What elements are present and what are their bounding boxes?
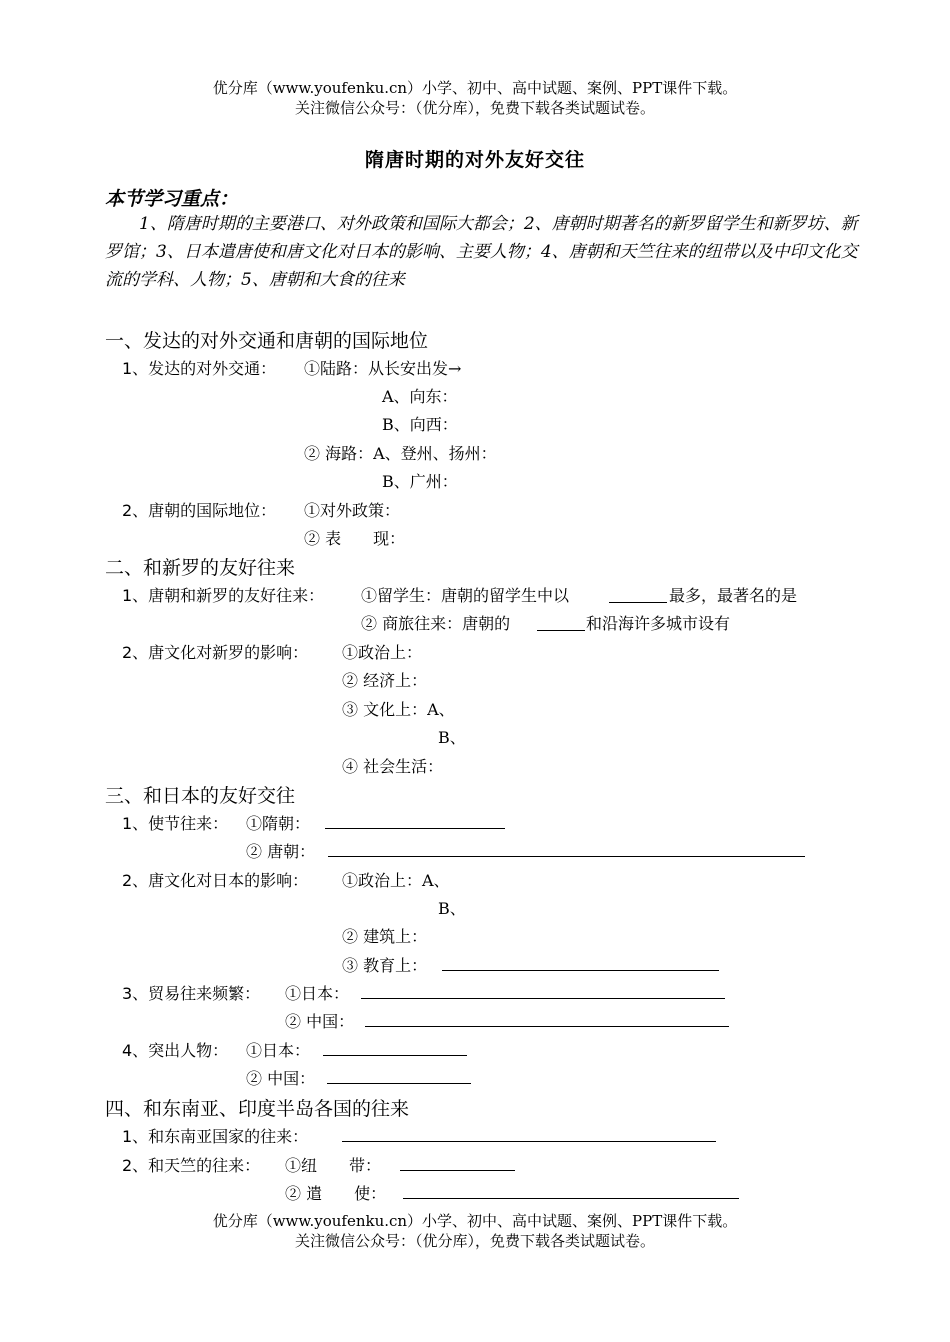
s3-person-china-blank[interactable]	[327, 1083, 471, 1084]
s3-education: ③ 教育上：	[342, 956, 428, 975]
s3-item-2: 2、唐文化对日本的影响：	[122, 871, 309, 890]
s3-person-china: ② 中国：	[246, 1069, 316, 1088]
s2-culture-a: ③ 文化上：A、	[342, 700, 455, 719]
s3-sui-blank[interactable]	[325, 828, 505, 829]
section-4-heading: 四、和东南亚、印度半岛各国的往来	[105, 1098, 410, 1120]
s1-item-2: 2、唐朝的国际地位：	[122, 501, 277, 520]
s3-tang: ② 唐朝：	[246, 842, 316, 861]
s3-item-4: 4、突出人物：	[122, 1041, 229, 1060]
s2-politics: ①政治上：	[342, 643, 423, 662]
section-3-heading: 三、和日本的友好交往	[105, 785, 296, 807]
s3-politics-b: B、	[438, 899, 466, 918]
s3-trade-japan: ①日本：	[285, 984, 350, 1003]
s3-trade-japan-blank[interactable]	[361, 998, 725, 999]
s4-tie-blank[interactable]	[400, 1170, 515, 1171]
s3-item-3: 3、贸易往来频繁：	[122, 984, 261, 1003]
s1-item-1: 1、发达的对外交通：	[122, 359, 277, 378]
s3-person-japan-blank[interactable]	[323, 1055, 467, 1056]
s2-item-1: 1、唐朝和新罗的友好往来：	[122, 586, 325, 605]
s3-trade-china: ② 中国：	[285, 1012, 355, 1031]
s2-students-b: 最多，最著名的是	[669, 586, 798, 605]
s2-trade-blank[interactable]	[537, 630, 585, 631]
s2-economy: ② 经济上：	[342, 671, 428, 690]
s1-sea-route: ② 海路：A、登州、扬州：	[304, 444, 497, 463]
s3-sui: ①隋朝：	[246, 814, 311, 833]
s2-item-2: 2、唐文化对新罗的影响：	[122, 643, 309, 662]
s1-sea-guangzhou: B、广州：	[382, 472, 458, 491]
page-title: 隋唐时期的对外友好交往	[364, 149, 585, 171]
s2-students-blank[interactable]	[609, 602, 667, 603]
s3-education-blank[interactable]	[442, 970, 719, 971]
section-2-heading: 二、和新罗的友好往来	[105, 557, 296, 579]
s3-politics-a: ①政治上：A、	[342, 871, 450, 890]
focus-heading: 本节学习重点：	[105, 188, 239, 210]
s4-item-2: 2、和天竺的往来：	[122, 1156, 261, 1175]
s2-trade-b: 和沿海许多城市设有	[586, 614, 731, 633]
s1-land-west: B、向西：	[382, 415, 458, 434]
s1-policy: ①对外政策：	[304, 501, 401, 520]
s4-item-1-blank[interactable]	[342, 1141, 716, 1142]
header-line-2: 关注微信公众号：（优分库），免费下载各类试题试卷。	[294, 99, 655, 117]
s1-performance: ② 表 现：	[304, 529, 406, 548]
s2-trade-a: ② 商旅往来：唐朝的	[361, 614, 511, 633]
s4-tie: ①纽 带：	[285, 1156, 382, 1175]
s3-trade-china-blank[interactable]	[365, 1026, 729, 1027]
s2-culture-b: B、	[438, 728, 466, 747]
s3-architecture: ② 建筑上：	[342, 927, 428, 946]
header-line-1: 优分库（www.youfenku.cn）小学、初中、高中试题、案例、PPT课件下载。	[212, 79, 738, 97]
s4-envoy: ② 遣 使：	[285, 1184, 387, 1203]
s2-social: ④ 社会生活：	[342, 757, 444, 776]
s1-land-route: ①陆路：从长安出发→	[304, 359, 462, 378]
s4-envoy-blank[interactable]	[403, 1198, 739, 1199]
footer-line-2: 关注微信公众号：（优分库），免费下载各类试题试卷。	[294, 1232, 655, 1250]
s1-land-east: A、向东：	[382, 387, 458, 406]
s3-item-1: 1、使节往来：	[122, 814, 229, 833]
s3-person-japan: ①日本：	[246, 1041, 311, 1060]
s3-tang-blank[interactable]	[328, 856, 805, 857]
section-1-heading: 一、发达的对外交通和唐朝的国际地位	[105, 330, 429, 352]
footer-line-1: 优分库（www.youfenku.cn）小学、初中、高中试题、案例、PPT课件下载。	[212, 1212, 738, 1230]
s4-item-1: 1、和东南亚国家的往来：	[122, 1127, 309, 1146]
s2-students-a: ①留学生：唐朝的留学生中以	[361, 586, 570, 605]
focus-text: 1、隋唐时期的主要港口、对外政策和国际大都会；2、唐朝时期著名的新罗留学生和新罗坊、新罗馆；3、日本遣唐使和唐文化对日本的影响、主要人物；4、唐朝和天竺往来的纽带以及中印文化交流的学科、人物；5、唐朝和大食的往来	[105, 214, 858, 290]
